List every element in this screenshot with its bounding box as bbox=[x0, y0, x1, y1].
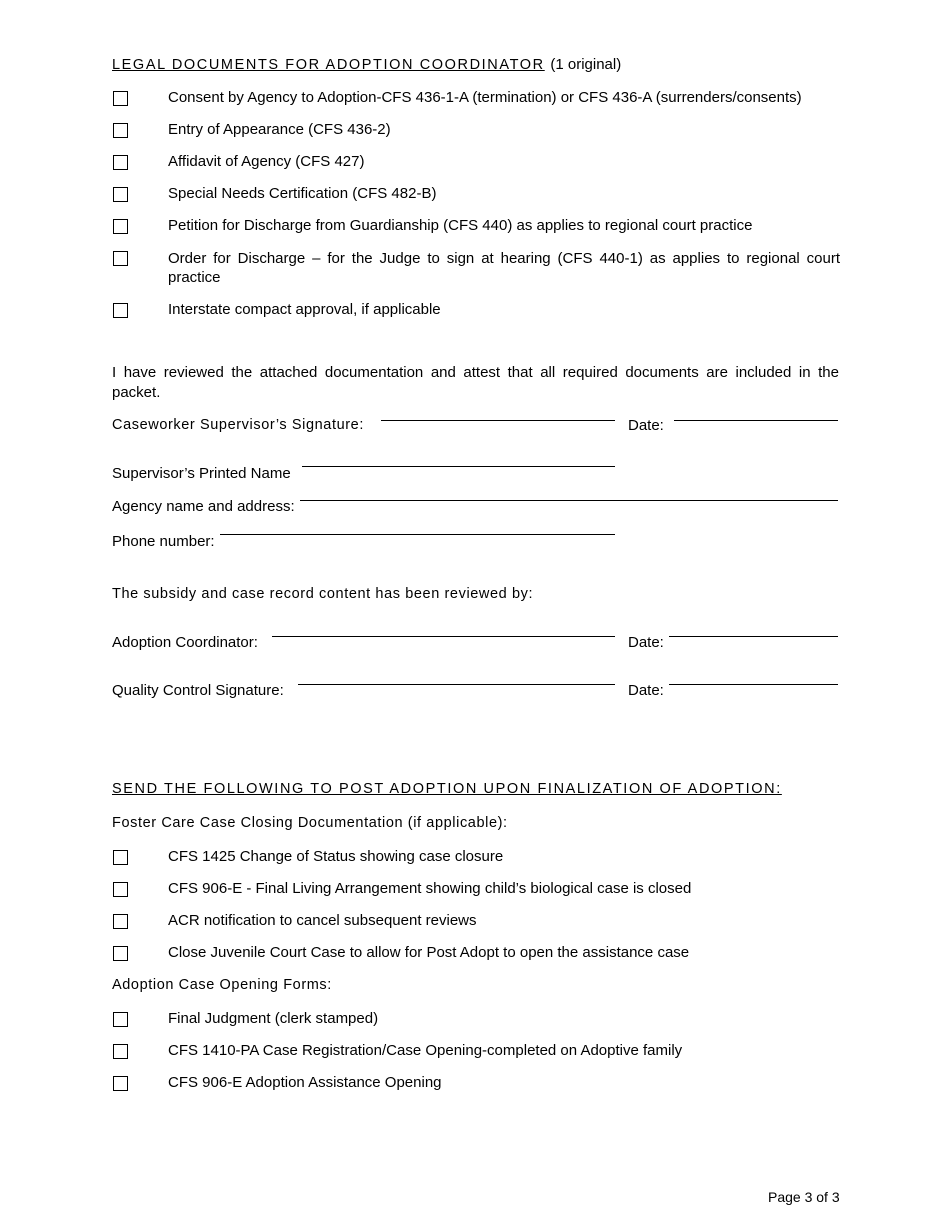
checkbox-petition-discharge[interactable] bbox=[113, 219, 128, 234]
checkbox-consent[interactable] bbox=[113, 91, 128, 106]
opening-item-final-judgment: Final Judgment (clerk stamped) bbox=[168, 1010, 379, 1027]
phone-label: Phone number: bbox=[112, 533, 215, 550]
legal-item-entry-of-appearance: Entry of Appearance (CFS 436-2) bbox=[168, 121, 391, 138]
page-number: Page 3 of 3 bbox=[768, 1189, 840, 1205]
coordinator-label: Adoption Coordinator: bbox=[112, 634, 258, 651]
checkbox-cfs-906e-final[interactable] bbox=[113, 882, 128, 897]
phone-field[interactable] bbox=[220, 534, 615, 535]
checkbox-cfs-1425[interactable] bbox=[113, 850, 128, 865]
foster-item-cfs-1425: CFS 1425 Change of Status showing case closure bbox=[168, 848, 504, 865]
quality-date-field[interactable] bbox=[669, 684, 838, 685]
post-adoption-heading-text: SEND THE FOLLOWING TO POST ADOPTION UPON FINALIZATION OF ADOPTION: bbox=[112, 781, 782, 797]
attestation-text: I have reviewed the attached documentation and attest that all required documents are included in the packet. bbox=[112, 364, 839, 401]
opening-item-cfs-1410pa: CFS 1410-PA Case Registration/Case Opening-completed on Adoptive family bbox=[168, 1042, 683, 1059]
legal-item-petition-discharge: Petition for Discharge from Guardianship (CFS 440) as applies to regional court practice bbox=[168, 217, 753, 234]
legal-item-special-needs: Special Needs Certification (CFS 482-B) bbox=[168, 185, 437, 202]
quality-control-label: Quality Control Signature: bbox=[112, 682, 284, 699]
foster-item-acr-notification: ACR notification to cancel subsequent reviews bbox=[168, 912, 477, 929]
coordinator-signature-field[interactable] bbox=[272, 636, 615, 637]
quality-date-label: Date: bbox=[628, 682, 664, 699]
checkbox-acr-notification[interactable] bbox=[113, 914, 128, 929]
agency-label: Agency name and address: bbox=[112, 498, 295, 515]
printed-name-field[interactable] bbox=[302, 466, 615, 467]
checkbox-close-juvenile[interactable] bbox=[113, 946, 128, 961]
checkbox-cfs-1410pa[interactable] bbox=[113, 1044, 128, 1059]
checkbox-special-needs[interactable] bbox=[113, 187, 128, 202]
coordinator-date-field[interactable] bbox=[669, 636, 838, 637]
agency-field[interactable] bbox=[300, 500, 838, 501]
review-intro: The subsidy and case record content has been reviewed by: bbox=[112, 586, 534, 602]
post-adoption-heading bbox=[112, 781, 782, 797]
checkbox-affidavit[interactable] bbox=[113, 155, 128, 170]
foster-item-close-juvenile: Close Juvenile Court Case to allow for Post Adopt to open the assistance case bbox=[168, 944, 690, 961]
legal-heading-text: LEGAL DOCUMENTS FOR ADOPTION COORDINATOR bbox=[112, 57, 545, 73]
printed-name-label: Supervisor’s Printed Name bbox=[112, 465, 291, 482]
legal-heading-suffix: (1 original) bbox=[550, 56, 622, 73]
legal-item-consent: Consent by Agency to Adoption-CFS 436-1-A (termination) or CFS 436-A (surrenders/consents) bbox=[168, 89, 802, 106]
opening-item-cfs-906e-opening: CFS 906-E Adoption Assistance Opening bbox=[168, 1074, 442, 1091]
legal-section-heading bbox=[112, 56, 621, 73]
checkbox-interstate-compact[interactable] bbox=[113, 303, 128, 318]
checkbox-final-judgment[interactable] bbox=[113, 1012, 128, 1027]
legal-item-affidavit: Affidavit of Agency (CFS 427) bbox=[168, 153, 365, 170]
checkbox-entry-of-appearance[interactable] bbox=[113, 123, 128, 138]
adoption-opening-label: Adoption Case Opening Forms: bbox=[112, 977, 332, 993]
foster-care-label: Foster Care Case Closing Documentation (if applicable): bbox=[112, 815, 508, 831]
supervisor-signature-field[interactable] bbox=[381, 420, 615, 421]
quality-control-signature-field[interactable] bbox=[298, 684, 615, 685]
checkbox-order-discharge[interactable] bbox=[113, 251, 128, 266]
supervisor-date-label: Date: bbox=[628, 417, 664, 434]
supervisor-date-field[interactable] bbox=[674, 420, 838, 421]
legal-item-order-discharge: Order for Discharge – for the Judge to sign at hearing (CFS 440-1) as applies to regional court practice bbox=[168, 250, 840, 286]
foster-item-cfs-906e-final: CFS 906-E - Final Living Arrangement showing child’s biological case is closed bbox=[168, 880, 692, 897]
supervisor-signature-label: Caseworker Supervisor’s Signature: bbox=[112, 417, 364, 433]
coordinator-date-label: Date: bbox=[628, 634, 664, 651]
checkbox-cfs-906e-opening[interactable] bbox=[113, 1076, 128, 1091]
legal-item-interstate-compact: Interstate compact approval, if applicable bbox=[168, 301, 441, 318]
